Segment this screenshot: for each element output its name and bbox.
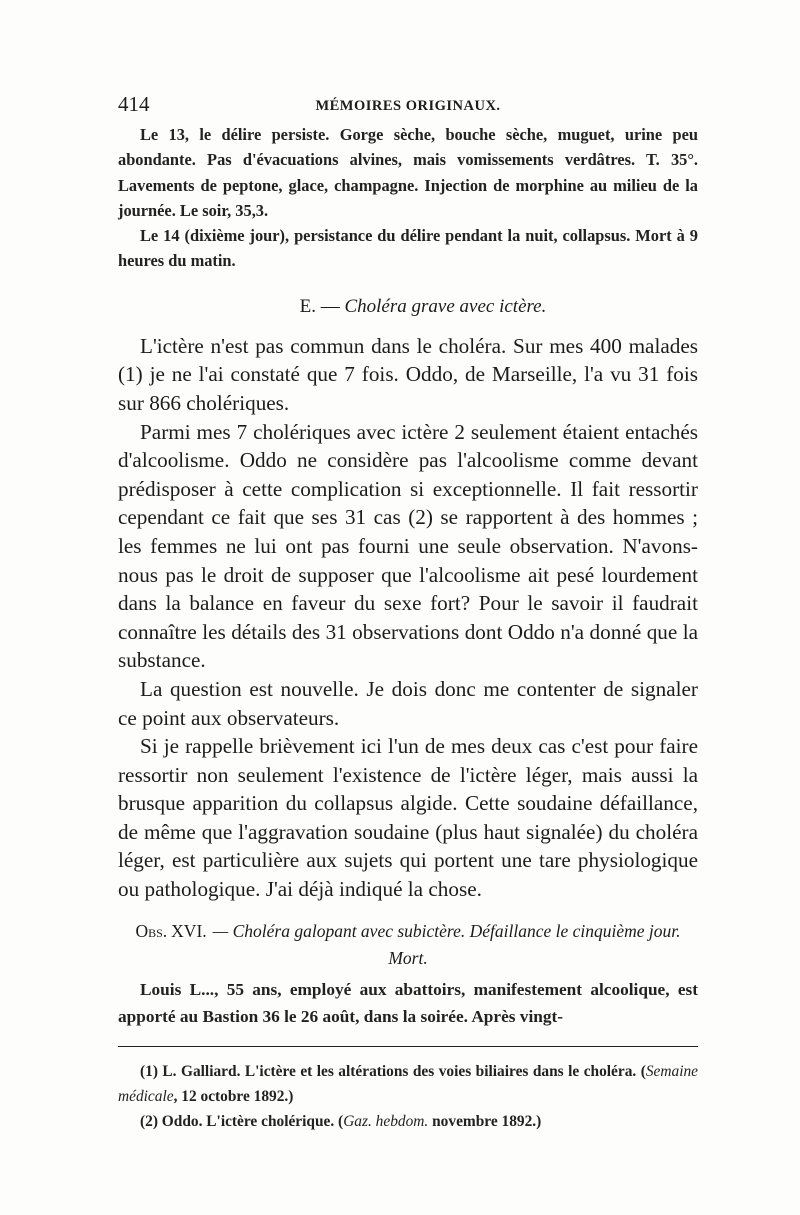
case-paragraph: Le 14 (dixième jour), persistance du délire pendant la nuit, collapsus. Mort à 9 heures du matin.: [118, 226, 698, 271]
footnote-divider: [118, 1046, 698, 1047]
footnote-text: (1) L. Galliard. L'ictère et les altérations des voies biliaires dans le choléra. (: [140, 1062, 646, 1080]
observation-label: Obs.: [135, 920, 168, 941]
observation-heading: [118, 918, 698, 972]
body-paragraph: L'ictère n'est pas commun dans le choléra. Sur mes 400 malades (1) je ne l'ai constaté que 7 fois. Oddo, de Marseille, l'a vu 31 fois sur 866 cholériques.: [118, 333, 698, 415]
body-paragraph: Parmi mes 7 cholériques avec ictère 2 seulement étaient entachés d'alcoolisme. Oddo ne considère pas l'alcoolisme comme devant prédisposer à cette complication si exceptionnelle. Il fait ressortir cependant ce fait que ses 31 cas (2) se rapportent à des hommes ; les femmes ne lui ont pas fourni une seule observation. N'avons-nous pas le droit de supposer que l'alcoolisme ait pesé lourdement dans la balance en faveur du sexe fort? Pour le savoir il faudrait connaître les détails des 31 observations dont Oddo n'a donné que la substance.: [118, 419, 698, 673]
observation-title: — Choléra galopant avec subictère. Défaillance le cinquième jour. Mort.: [212, 920, 681, 968]
section-label: E. —: [299, 295, 340, 317]
footnote-publication: Semaine médicale: [118, 1062, 698, 1105]
page-header: [118, 92, 698, 122]
body-paragraph: Si je rappelle brièvement ici l'un de mes deux cas c'est pour faire ressortir non seulement l'existence de l'ictère léger, mais aussi la brusque apparition du collapsus algide. Cette soudaine défaillance, de même que l'aggravation soudaine (plus haut signalée) du choléra léger, est particulière aux sujets qui portent une tare physiologique ou pathologique. J'ai déjà indiqué la chose.: [118, 734, 698, 902]
footnote-text: , 12 octobre 1892.): [173, 1087, 294, 1105]
case-paragraph: Le 13, le délire persiste. Gorge sèche, bouche sèche, muguet, urine peu abondante. Pas d'évacuations alvines, mais vomissements verdâtres. T. 35°. Lavements de peptone, glace, champagne. Injection de morphine au milieu de la journée. Le soir, 35,3.: [118, 125, 698, 220]
footnote-2: [118, 1109, 698, 1134]
section-title: Choléra grave avec ictère.: [344, 295, 547, 317]
footnote-publication: Gaz. hebdom.: [343, 1112, 429, 1130]
page-number: 414: [118, 92, 150, 116]
page: [118, 92, 698, 1134]
footnote-text: novembre 1892.): [428, 1112, 542, 1130]
footnote-text: (2) Oddo. L'ictère cholérique. (: [140, 1112, 344, 1130]
body-paragraph: La question est nouvelle. Je dois donc me contenter de signaler ce point aux observateurs.: [118, 676, 698, 730]
observation-text: Louis L..., 55 ans, employé aux abattoirs, manifestement alcoolique, est apporté au Bastion 36 le 26 août, dans la soirée. Après vingt-: [118, 979, 698, 1026]
section-heading: [118, 296, 698, 318]
footnote-1: [118, 1059, 698, 1109]
observation-number: XVI.: [171, 920, 207, 941]
running-head: MÉMOIRES ORIGINAUX.: [315, 98, 501, 114]
